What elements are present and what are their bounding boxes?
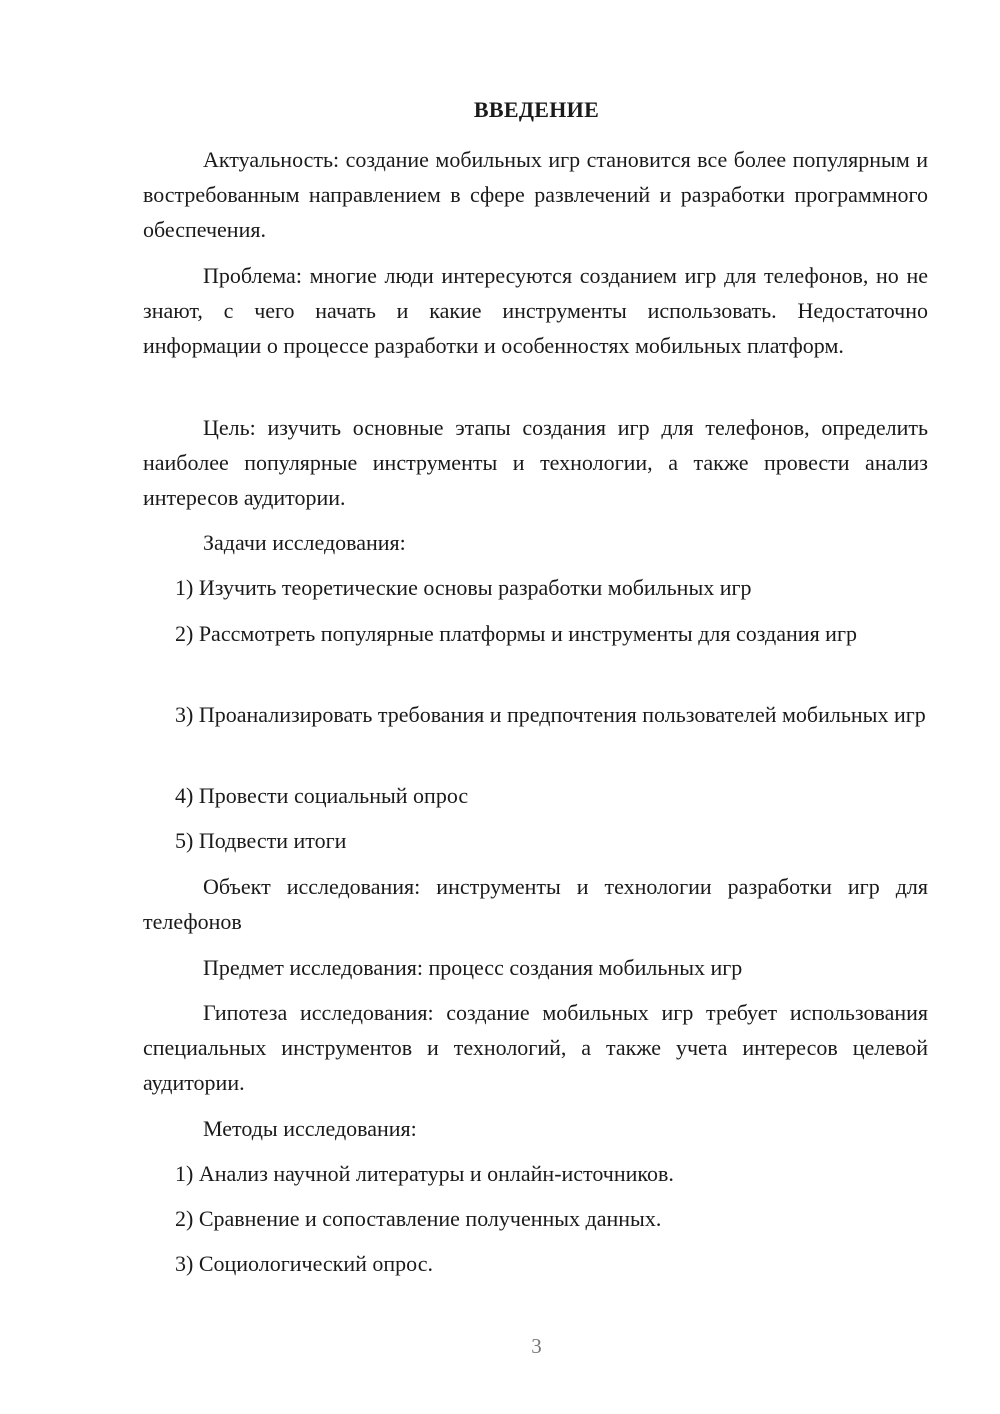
hypothesis-paragraph: [143, 995, 928, 1100]
task-item-3: [143, 697, 928, 732]
hypothesis-text: Гипотеза исследования: создание мобильных игр требует использования специальных инструментов и технологий, а также учета интересов целевой аудитории.: [143, 1000, 928, 1095]
list-item: 3) Проанализировать требования и предпочтения пользователей мобильных игр: [175, 702, 926, 727]
object-paragraph: [143, 869, 928, 939]
page-number: 3: [531, 1334, 542, 1358]
list-item: 3) Социологический опрос.: [175, 1251, 433, 1276]
tasks-heading-paragraph: [143, 525, 928, 560]
list-item: 1) Изучить теоретические основы разработки мобильных игр: [175, 575, 752, 600]
task-item-4: [143, 778, 928, 813]
relevance-text: Актуальность: создание мобильных игр становится все более популярным и востребованным направлением в сфере развлечений и разработки программного обеспечения.: [143, 147, 928, 242]
method-item-1: [143, 1156, 928, 1191]
problem-text: Проблема: многие люди интересуются созданием игр для телефонов, но не знают, с чего начать и какие инструменты использовать. Недостаточно информации о процессе разработки и особенностях мобильных платформ.: [143, 263, 928, 358]
task-item-5: [143, 823, 928, 858]
page-title: ВВЕДЕНИЕ: [473, 97, 600, 122]
method-item-3: [143, 1246, 928, 1281]
object-text: Объект исследования: инструменты и технологии разработки игр для телефонов: [143, 874, 928, 934]
problem-paragraph: [143, 258, 928, 363]
methods-heading-paragraph: [143, 1111, 928, 1146]
method-item-2: [143, 1201, 928, 1236]
goal-paragraph: [143, 410, 928, 515]
goal-text: Цель: изучить основные этапы создания игр для телефонов, определить наиболее популярные инструменты и технологии, а также провести анализ интересов аудитории.: [143, 415, 928, 510]
list-item: 1) Анализ научной литературы и онлайн-источников.: [175, 1161, 674, 1186]
methods-heading: Методы исследования:: [203, 1116, 417, 1141]
tasks-heading: Задачи исследования:: [203, 530, 406, 555]
list-item: 5) Подвести итоги: [175, 828, 347, 853]
subject-text: Предмет исследования: процесс создания мобильных игр: [203, 955, 743, 980]
task-item-1: [143, 570, 928, 605]
task-item-2: [143, 616, 928, 651]
subject-paragraph: [143, 950, 928, 985]
list-item: 4) Провести социальный опрос: [175, 783, 469, 808]
relevance-paragraph: [143, 142, 928, 247]
list-item: 2) Сравнение и сопоставление полученных данных.: [175, 1206, 662, 1231]
list-item: 2) Рассмотреть популярные платформы и инструменты для создания игр: [175, 621, 857, 646]
